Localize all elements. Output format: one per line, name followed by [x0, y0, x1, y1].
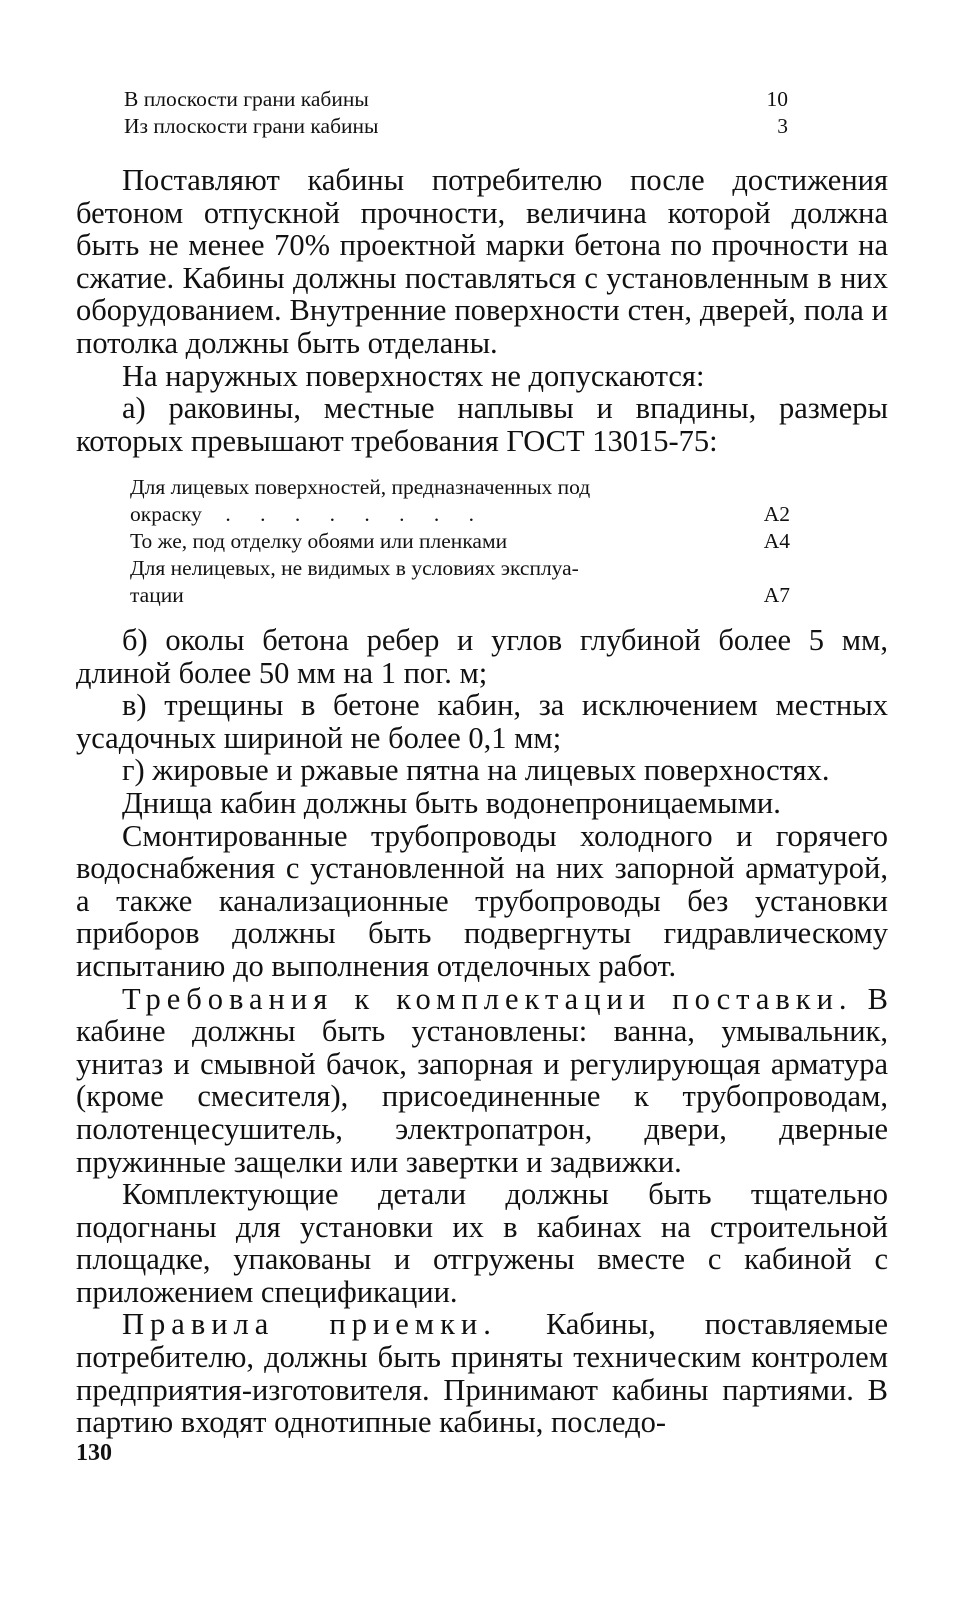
dot-leader: . . . . . . . .	[225, 502, 486, 526]
row-label-line: Для лицевых поверхностей, предназначенных под	[130, 475, 591, 499]
text-block-2	[76, 624, 888, 1439]
section-heading: Требования к комплектации поставки.	[122, 981, 853, 1016]
paragraph: в) трещины в бетоне кабин, за исключением местных усадочных шириной не более 0,1 мм;	[76, 688, 888, 755]
table-row	[130, 474, 790, 528]
table-row	[130, 528, 790, 555]
row-label: То же, под отделку обоями или пленками	[130, 529, 508, 553]
paragraph: Комплектующие детали должны быть тщательно подогнаны для установки их в кабинах на строительной площадке, упакованы и отгружены вместе с кабиной с приложением спецификации.	[76, 1177, 888, 1309]
section-text: Кабины, поставляемые потребителю, должны быть приняты техническим контролем предприятия-изготовителя. Принимают кабины партиями. В партию входят однотипные кабины, последо-	[76, 1307, 889, 1440]
row-value: 10	[766, 87, 788, 111]
row-label-line: тации	[130, 583, 184, 607]
text-block-1	[76, 164, 888, 457]
paragraph: б) околы бетона ребер и углов глубиной более 5 мм, длиной более 50 мм на 1 пог. м;	[76, 623, 888, 690]
surface-table	[130, 474, 790, 609]
row-value: А4	[763, 529, 790, 553]
row-value: А2	[763, 502, 790, 526]
paragraph: а) раковины, местные наплывы и впадины, размеры которых превышают требования ГОСТ 13015-75:	[76, 391, 888, 458]
row-value: 3	[777, 114, 788, 138]
row-label-continuation	[130, 501, 790, 528]
paragraph: Днища кабин должны быть водонепроницаемыми.	[122, 785, 781, 820]
paragraph: Поставляют кабины потребителю после достижения бетоном отпускной прочности, величина которой должна быть не менее 70% проектной марки бетона по прочности на сжатие. Кабины должны поставляться с установленным в них оборудованием. Внутренние поверхности стен, дверей, пола и потолка должны быть отделаны.	[76, 163, 888, 360]
row-label: Из плоскости грани кабины	[124, 114, 379, 138]
paragraph: г) жировые и ржавые пятна на лицевых поверхностях.	[122, 753, 830, 788]
table-row	[130, 555, 790, 609]
page-number: 130	[76, 1440, 112, 1466]
table-row	[124, 86, 788, 113]
paragraph	[76, 983, 888, 1179]
table-row	[124, 113, 788, 140]
row-label-line: окраску	[130, 502, 202, 526]
section-heading: Правила приемки.	[122, 1307, 497, 1342]
section-text: В кабине должны быть установлены: ванна, умывальник, унитаз и смывной бачок, запорная и регулирующая арматура (кроме смесителя), присоединенные к трубопроводам, полотенцесушитель, электропатрон, двери, дверные пружинные защелки или завертки и задвижки.	[76, 981, 888, 1179]
paragraph: Смонтированные трубопроводы холодного и горячего водоснабжения с установленной на них запорной арматурой, а также канализационные трубопроводы без установки приборов должны быть подвергнуты гидравлическому испытанию до выполнения отделочных работ.	[76, 818, 888, 983]
row-label: В плоскости грани кабины	[124, 87, 369, 111]
row-label-line: Для нелицевых, не видимых в условиях эксплуа-	[130, 556, 579, 580]
row-value: А7	[763, 583, 790, 607]
paragraph: На наружных поверхностях не допускаются:	[122, 358, 705, 393]
paragraph	[76, 1308, 888, 1438]
row-label-continuation	[130, 582, 790, 609]
tolerance-table	[124, 86, 788, 140]
